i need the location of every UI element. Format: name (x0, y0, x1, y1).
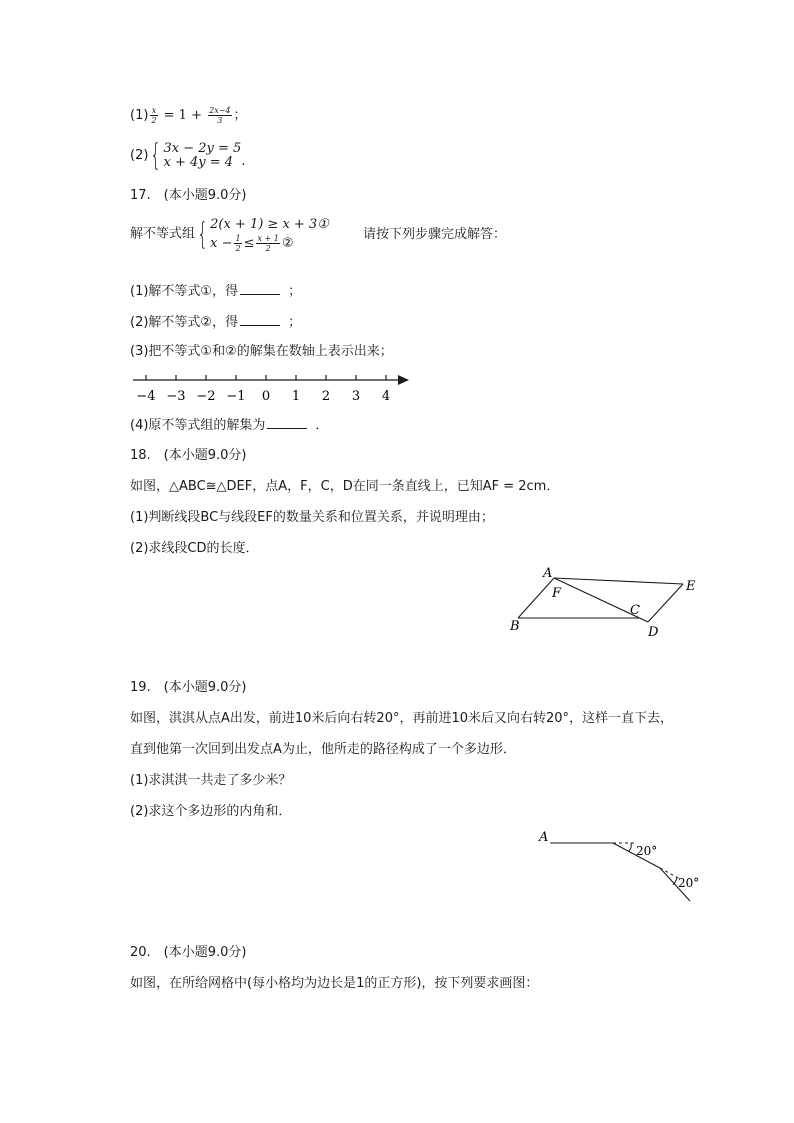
q18-part2: (2)求线段CD的长度． (130, 541, 259, 556)
q16-p2-label: (2) (130, 148, 149, 163)
q17-step1-blank (240, 282, 280, 295)
number-line-tick-label: −3 (166, 389, 186, 404)
q19-figure (535, 824, 715, 908)
q18-label-D: D (648, 625, 659, 640)
q18-label-C: C (630, 603, 640, 618)
q19-label-A: A (539, 830, 549, 845)
number-line-tick-label: 4 (381, 389, 391, 404)
number-line-tick-label: 1 (291, 389, 301, 404)
q17-system: 解不等式组{ 2(x + 1) ≥ x + 3① x − $\frac{1}{2}$ ≤ $\frac{x + 1}{2}$ ② 请按下列步骤完成解答： (130, 216, 507, 253)
q17-instruction: 请按下列步骤完成解答： (363, 226, 507, 242)
q18-header: 18. (本小题9.0分) (130, 448, 247, 463)
q16-part2: (2){ 3x − 2y = 5 x + 4y = 4 . (130, 138, 246, 173)
q18-part1: (1)判断线段BC与线段EF的数量关系和位置关系，并说明理由； (130, 510, 494, 525)
q19-text2: 直到他第一次回到出发点A为止，他所走的路径构成了一个多边形． (130, 742, 516, 757)
number-line-arrow-icon (398, 375, 409, 385)
q17-step2-blank (240, 313, 280, 326)
q17-brace: { (197, 216, 208, 252)
number-line-tick-label: −4 (136, 389, 156, 404)
q18-label-F: F (552, 586, 562, 601)
q17-step4-blank (267, 416, 307, 429)
q17-step2: (2)解不等式②，得 ； (130, 315, 302, 330)
q17-header: 17. (本小题9.0分) (130, 188, 247, 203)
q19-header: 19. (本小题9.0分) (130, 680, 247, 695)
q18-label-B: B (510, 619, 520, 634)
q18-text: 如图，△ABC≅△DEF，点A，F，C，D在同一条直线上，已知AF = 2cm． (130, 479, 560, 494)
q16-part1: (1) $\frac{x}{2}$ = 1 + $\frac{2x-4}{3}$ ； (130, 106, 247, 125)
number-line-tick-label: 3 (351, 389, 361, 404)
number-line-tick-label: 2 (321, 389, 331, 404)
q19-part2: (2)求这个多边形的内角和． (130, 804, 292, 819)
q16-brace: { (150, 138, 162, 173)
q16-p1-rhs-fraction: $\frac{2x-4}{3}$ (209, 106, 231, 125)
q19-text1: 如图，淇淇从点A出发，前进10米后向右转20°，再前进10米后又向右转20°，这样一直下去， (130, 711, 674, 726)
q17-step3: (3)把不等式①和②的解集在数轴上表示出来； (130, 344, 393, 359)
q19-part1: (1)求淇淇一共走了多少米？ (130, 773, 292, 788)
q17-number-line (128, 366, 418, 408)
q16-p1-label: (1) (130, 108, 149, 123)
q17-step4: (4)原不等式组的解集为 ． (130, 418, 329, 433)
q19-angle-label-1: 20° (636, 844, 658, 858)
q18-figure (505, 564, 705, 640)
q20-header: 20. (本小题9.0分) (130, 945, 247, 960)
q17-step1: (1)解不等式①，得 ； (130, 284, 302, 299)
q16-system: 3x − 2y = 5 x + 4y = 4 (163, 141, 242, 170)
q16-p1-lhs-fraction: $\frac{x}{2}$ (151, 106, 157, 125)
q17-inequality-1: 2(x + 1) ≥ x + 3① (210, 217, 329, 232)
q18-label-A: A (543, 566, 553, 581)
q17-inequality-2: x − $\frac{1}{2}$ ≤ $\frac{x + 1}{2}$ ② (210, 234, 294, 253)
number-line-tick-label: −2 (196, 389, 216, 404)
q19-angle-label-2: 20° (678, 876, 700, 890)
number-line-tick-label: −1 (226, 389, 246, 404)
number-line-tick-label: 0 (261, 389, 271, 404)
q20-text: 如图，在所给网格中(每小格均为边长是1的正方形)，按下列要求画图： (130, 976, 539, 991)
q18-label-E: E (686, 579, 696, 594)
